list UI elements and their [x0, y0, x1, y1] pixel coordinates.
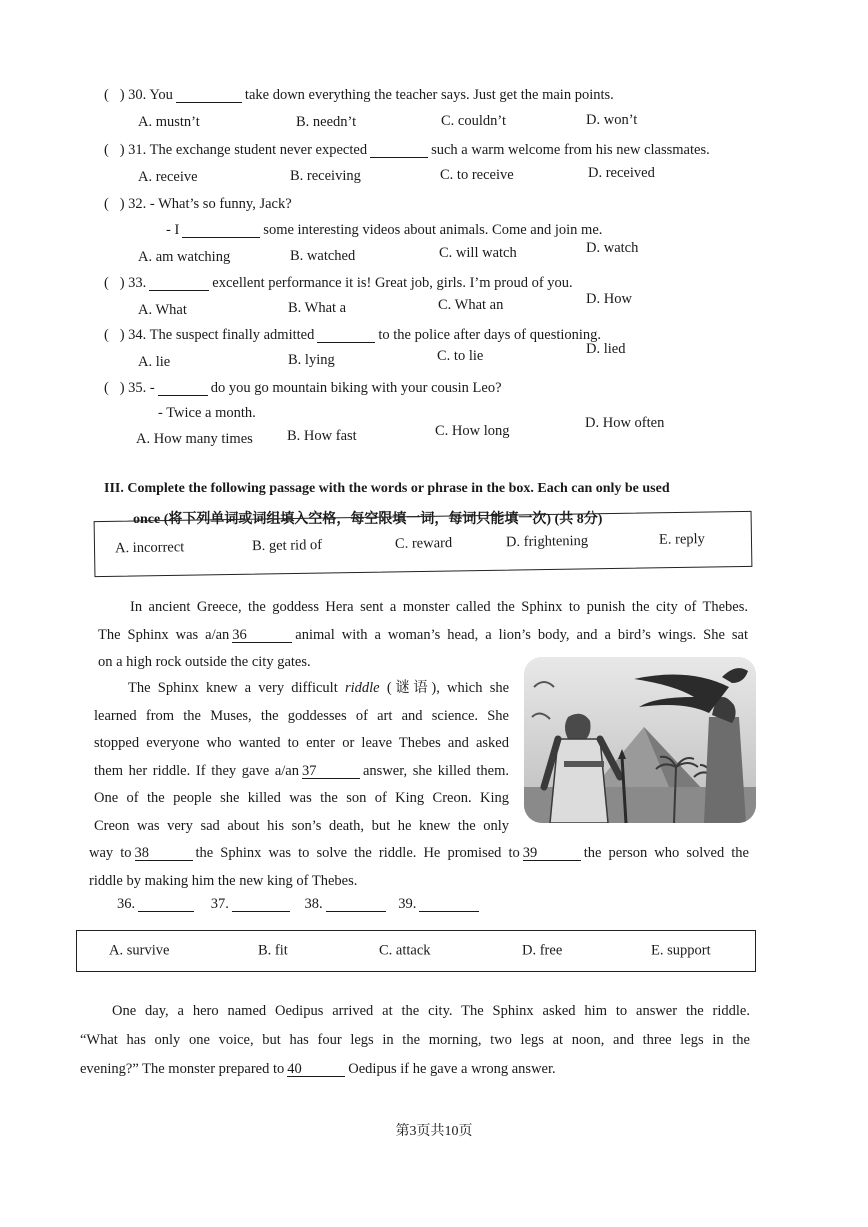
word-option: B. fit	[258, 942, 288, 959]
word-option: A. incorrect	[114, 539, 185, 557]
question-35-reply: - Twice a month.	[158, 405, 256, 421]
option-c: C. What an	[438, 297, 504, 313]
option-a: A. receive	[138, 169, 198, 185]
option-d: D. watch	[586, 240, 639, 256]
option-a: A. am watching	[138, 249, 231, 265]
passage-1-paragraph-2: The Sphinx knew a very difficult riddle (谜语), which she learned from the Muses, the goddesses of art and science. She stopped everyone who wanted to enter or leave Thebes and asked them her riddle. If they gave a/an 37 answer, she killed them. One of the people she killed was the son of King Creon. King Creon was very sad about his son’s death, but he knew the only	[94, 680, 510, 834]
passage-1-paragraph-1: In ancient Greece, the goddess Hera sent a monster called the Sphinx to punish the city of Thebes. The Sphinx was a/an 36 animal with a woman’s head, a lion’s body, and a bird’s wings. She sat on a high rock outside the city gates.	[98, 599, 748, 670]
word-option: E. support	[651, 942, 711, 959]
option-b: B. receiving	[290, 168, 361, 184]
answer-paren[interactable]: ( )	[104, 327, 125, 343]
answer-blank[interactable]	[182, 223, 260, 238]
answer-38-field[interactable]	[326, 897, 386, 912]
option-c: C. couldn’t	[441, 113, 506, 129]
option-b: B. What a	[288, 300, 347, 316]
answer-blank[interactable]	[149, 276, 209, 291]
answer-39-field[interactable]	[419, 897, 479, 912]
word-option: C. attack	[379, 942, 431, 959]
passage-2: One day, a hero named Oedipus arrived at the city. The Sphinx asked him to answer the riddle. “What has only one voice, but has four legs in the morning, two legs at noon, and three legs in the evening?” The monster prepared to 40 Oedipus if he gave a wrong answer.	[80, 1003, 750, 1077]
answer-paren[interactable]: ( )	[104, 196, 125, 212]
section-3-heading-line2: once (将下列单词或词组填入空格，每空限填一词，每词只能填一次) (共 8分)	[133, 512, 603, 527]
answer-blank[interactable]	[158, 381, 208, 396]
word-box-1	[94, 511, 753, 577]
answer-36-field[interactable]	[138, 897, 194, 912]
option-c: C. How long	[435, 423, 510, 439]
blank-40[interactable]: 40	[287, 1062, 345, 1077]
option-d: D. lied	[586, 341, 626, 357]
word-option: A. survive	[109, 942, 170, 959]
question-number: 30	[128, 87, 143, 103]
word-option: C. reward	[394, 535, 453, 552]
option-b: B. watched	[290, 248, 356, 264]
answer-37-field[interactable]	[232, 897, 290, 912]
question-33: ( ) 33. excellent performance it is! Great job, girls. I’m proud of you.	[104, 275, 573, 291]
answer-paren[interactable]: ( )	[104, 87, 125, 103]
answer-blank[interactable]	[370, 143, 428, 158]
blank-38[interactable]: 38	[135, 846, 193, 861]
option-d: D. How often	[585, 415, 665, 431]
blank-36[interactable]: 36	[232, 628, 292, 643]
question-32: ( ) 32. - What’s so funny, Jack?	[104, 196, 292, 212]
option-c: C. to lie	[437, 348, 484, 364]
blank-39[interactable]: 39	[523, 846, 581, 861]
illustration-svg	[524, 657, 756, 823]
option-b: B. How fast	[287, 428, 357, 444]
option-c: C. to receive	[440, 167, 514, 183]
option-d: D. How	[586, 291, 632, 307]
blank-37[interactable]: 37	[302, 764, 360, 779]
question-34: ( ) 34. The suspect finally admitted to the police after days of questioning.	[104, 327, 602, 343]
option-a: A. What	[138, 302, 187, 318]
option-a: A. mustn’t	[138, 114, 200, 130]
answer-paren[interactable]: ( )	[104, 380, 125, 396]
option-d: D. received	[588, 165, 655, 181]
option-b: B. lying	[288, 352, 335, 368]
answer-paren[interactable]: ( )	[104, 142, 125, 158]
answer-blank[interactable]	[176, 88, 242, 103]
question-30: ( ) 30. You take down everything the teacher says. Just get the main points.	[104, 87, 614, 103]
page-footer: 第3页共10页	[395, 1124, 473, 1139]
word-option: D. frightening	[505, 532, 589, 551]
sphinx-and-oedipus-illustration	[524, 657, 756, 823]
word-option: D. free	[522, 942, 563, 959]
word-box-2	[76, 930, 756, 972]
option-d: D. won’t	[586, 112, 638, 128]
answer-line-1: 36. 37. 38. 39.	[117, 896, 482, 913]
answer-blank[interactable]	[317, 328, 375, 343]
passage-1-paragraph-2-cont: way to 38 the Sphinx was to solve the riddle. He promised to 39 the person who solved the riddle by making him the new king of Thebes.	[89, 845, 749, 889]
answer-paren[interactable]: ( )	[104, 275, 125, 291]
option-c: C. will watch	[439, 245, 517, 261]
question-32-reply: - I some interesting videos about animals. Come and join me.	[166, 222, 603, 238]
option-b: B. needn’t	[296, 114, 357, 130]
option-a: A. How many times	[136, 431, 253, 447]
option-a: A. lie	[138, 354, 171, 370]
word-option: B. get rid of	[251, 537, 323, 555]
riddle-term: riddle	[344, 680, 380, 696]
question-31: ( ) 31. The exchange student never expected such a warm welcome from his new classmates.	[104, 142, 710, 158]
question-35: ( ) 35. - do you go mountain biking with your cousin Leo?	[104, 380, 502, 396]
section-3-heading: III. Complete the following passage with the words or phrase in the box. Each can only be used	[104, 481, 670, 496]
word-option: E. reply	[658, 531, 705, 548]
